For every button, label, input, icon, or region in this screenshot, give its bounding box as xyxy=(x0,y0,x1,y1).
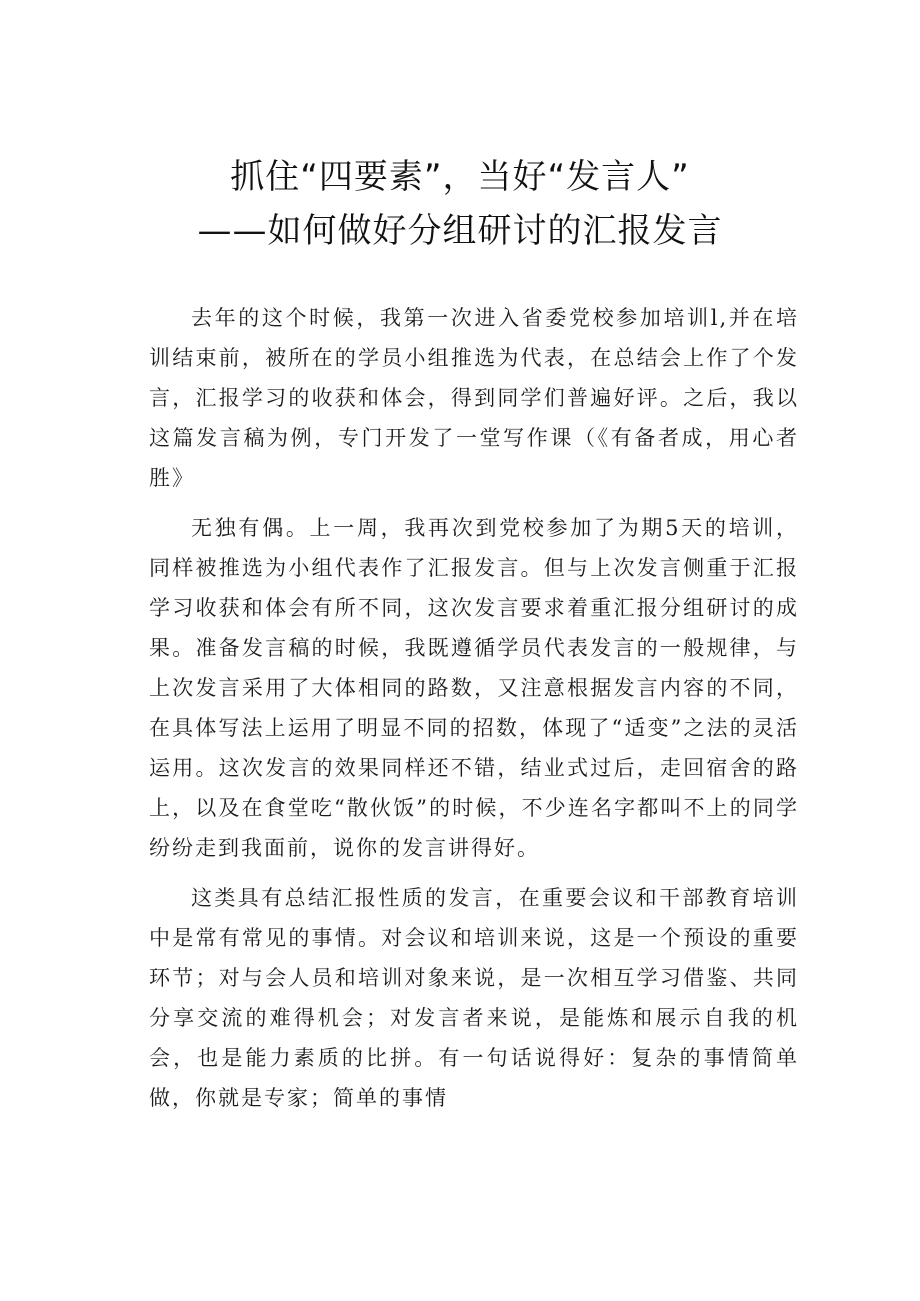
paragraph-2: 无独有偶。上一周，我再次到党校参加了为期5天的培训，同样被推选为小组代表作了汇报发言。但与上次发言侧重于汇报学习收获和体会有所不同，这次发言要求着重汇报分组研讨的成果。准备发言稿的时候，我既遵循学员代表发言的一般规律，与上次发言采用了大体相同的路数，又注意根据发言内容的不同，在具体写法上运用了明显不同的招数，体现了“适变”之法的灵活运用。这次发言的效果同样还不错，结业式过后，走回宿舍的路上，以及在食堂吃“散伙饭”的时候，不少连名字都叫不上的同学纷纷走到我面前，说你的发言讲得好。 xyxy=(149,516,799,860)
document-body xyxy=(149,298,799,1128)
main-title: 抓住“四要素”，当好“发言人” xyxy=(230,157,690,197)
paragraph-3: 这类具有总结汇报性质的发言，在重要会议和干部教育培训中是常有常见的事情。对会议和培训来说，这是一个预设的重要环节；对与会人员和培训对象来说，是一次相互学习借鉴、共同分享交流的难得机会；对发言者来说，是能炼和展示自我的机会，也是能力素质的比拼。有一句话说得好：复杂的事情简单做，你就是专家；简单的事情 xyxy=(149,886,799,1110)
subtitle: ——如何做好分组研讨的汇报发言 xyxy=(197,211,723,251)
document-title xyxy=(0,150,920,258)
paragraph-1: 去年的这个时候，我第一次进入省委党校参加培训l,并在培训结束前，被所在的学员小组推选为代表，在总结会上作了个发言，汇报学习的收获和体会，得到同学们普遍好评。之后，我以这篇发言稿为例，专门开发了一堂写作课（《有备者成，用心者胜》 xyxy=(149,306,799,490)
